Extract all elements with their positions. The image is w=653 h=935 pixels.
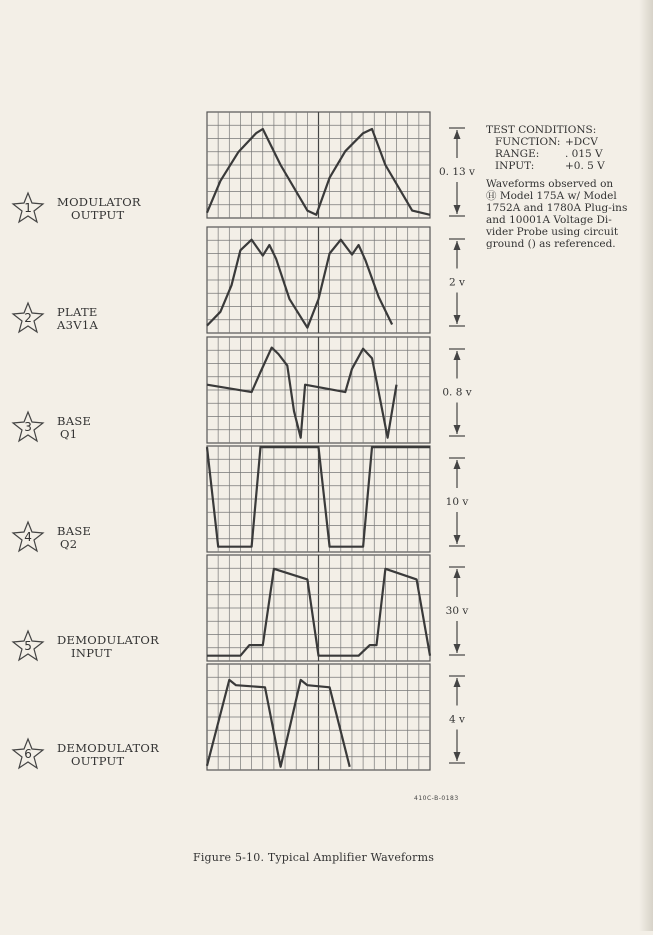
label-line1: DEMODULATOR <box>57 633 160 647</box>
arrow-down-icon <box>454 315 461 324</box>
arrow-up-icon <box>454 130 461 139</box>
note-line-text: Model 175A w/ Model <box>499 190 617 202</box>
scale-value: 0. 13 v <box>439 166 475 178</box>
arrow-up-icon <box>454 569 461 578</box>
star-number: 6 <box>24 747 32 761</box>
test-conditions-title: TEST CONDITIONS: <box>486 124 597 136</box>
range-row <box>486 148 646 160</box>
hp-logo-icon: Ⓗ <box>486 190 500 202</box>
scale-marker-3 <box>442 349 471 436</box>
figure-caption: Figure 5-10. Typical Amplifier Waveforms <box>193 851 435 864</box>
label-line1: PLATE <box>57 305 98 319</box>
arrow-down-icon <box>454 752 461 761</box>
star-number: 2 <box>24 311 32 325</box>
arrow-up-icon <box>454 460 461 469</box>
waveform-trace <box>207 348 397 438</box>
arrow-down-icon <box>454 644 461 653</box>
label-line2: OUTPUT <box>71 208 125 222</box>
scale-value: 10 v <box>445 496 469 508</box>
arrow-down-icon <box>454 535 461 544</box>
input-value: +0. 5 V <box>565 160 605 172</box>
note-line: ground () as referenced. <box>486 238 616 250</box>
document-code: 410C-B-0183 <box>414 795 459 802</box>
function-label: FUNCTION: <box>495 136 561 148</box>
label-line2: INPUT <box>71 646 113 660</box>
label-line2: Q2 <box>60 537 78 551</box>
note-line <box>486 190 646 202</box>
note-line: Waveforms observed on <box>486 178 614 190</box>
arrow-up-icon <box>454 241 461 250</box>
range-label: RANGE: <box>495 148 540 160</box>
scale-value: 4 v <box>449 713 465 726</box>
label-line2: OUTPUT <box>71 754 125 768</box>
scale-value: 2 v <box>449 276 465 289</box>
label-line1: MODULATOR <box>57 195 141 209</box>
test-note <box>486 178 646 250</box>
waveform-panel-1 <box>207 112 430 218</box>
waveform-panel-4 <box>207 446 430 552</box>
waveform-panel-2 <box>207 227 430 333</box>
test-conditions <box>486 124 646 250</box>
note-line: and 10001A Voltage Di- <box>486 214 612 226</box>
scale-marker-2 <box>449 239 465 326</box>
label-line1: BASE <box>57 524 92 538</box>
note-line: 1752A and 1780A Plug-ins <box>486 202 628 214</box>
label-line2: Q1 <box>60 427 78 441</box>
scale-marker-6 <box>449 676 465 763</box>
star-number: 5 <box>24 639 32 653</box>
note-line: vider Probe using circuit <box>486 226 619 238</box>
function-value: +DCV <box>565 136 598 148</box>
label-line1: BASE <box>57 414 92 428</box>
waveform-trace <box>207 680 350 767</box>
label-line1: DEMODULATOR <box>57 741 160 755</box>
scale-marker-1 <box>439 128 475 216</box>
waveform-panel-6 <box>207 664 430 770</box>
star-number: 1 <box>24 201 32 215</box>
waveform-panel-5 <box>207 555 430 661</box>
arrow-up-icon <box>454 351 461 360</box>
star-number: 3 <box>24 420 32 434</box>
input-row <box>486 160 646 172</box>
star-number: 4 <box>24 530 32 544</box>
label-line2: A3V1A <box>57 318 99 332</box>
scale-marker-4 <box>446 458 469 546</box>
scale-value: 0. 8 v <box>442 386 472 399</box>
range-value: . 015 V <box>565 148 603 160</box>
scale-marker-5 <box>446 567 469 655</box>
input-label: INPUT: <box>495 160 535 172</box>
arrow-down-icon <box>454 205 461 214</box>
function-row <box>486 136 646 148</box>
arrow-down-icon <box>454 425 461 434</box>
waveform-trace <box>207 240 392 328</box>
scale-value: 30 v <box>445 605 469 617</box>
arrow-up-icon <box>454 678 461 687</box>
waveform-panel-3 <box>207 337 430 443</box>
